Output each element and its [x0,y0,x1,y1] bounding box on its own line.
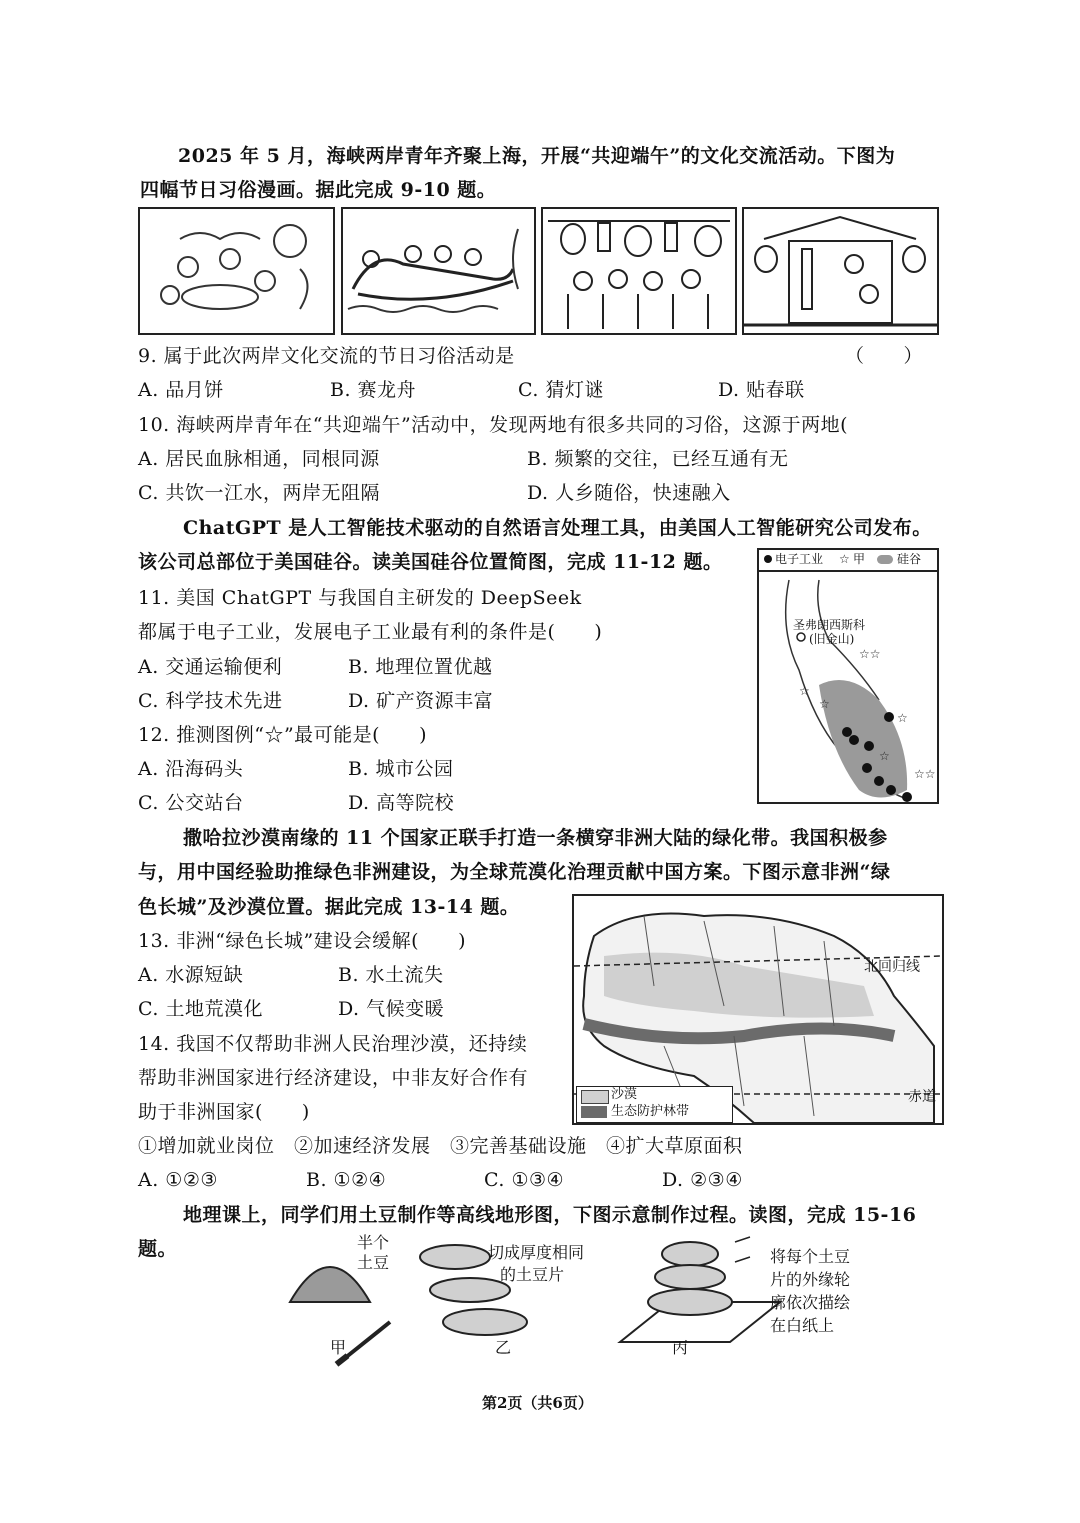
desert-swatch-icon [581,1090,609,1104]
q12-stem: 12. 推测图例“☆”最可能是( ) [138,724,428,746]
potato-step-bing-label: 丙 [672,1338,689,1357]
q11-stem-line2: 都属于电子工业，发展电子工业最有利的条件是( ) [138,621,603,643]
q9-option-d[interactable]: D. 贴春联 [718,379,805,401]
silicon-valley-map [757,548,939,804]
q9-answer-blank[interactable]: （ ） [845,345,924,367]
svg-text:☆: ☆ [897,711,908,725]
mooncake-scene-illustration [140,209,333,333]
potato-step-jia-label: 甲 [330,1338,347,1357]
svg-text:☆: ☆ [819,697,830,711]
svg-text:☆: ☆ [879,749,890,763]
comic-spring-couplets [742,207,939,335]
q13-stem: 13. 非洲“绿色长城”建设会缓解( ) [138,930,467,952]
intro-sahara-line2: 与，用中国经验助推绿色非洲建设，为全球荒漠化治理贡献中国方案。下图示意非洲“绿 [138,861,891,883]
intro-festival-line2: 四幅节日习俗漫画。据此完成 9-10 题。 [140,179,497,201]
legend-star-label: 甲 [853,552,866,566]
africa-map-legend [576,1086,733,1123]
potato-trace-label-4: 在白纸上 [770,1316,835,1335]
q9-option-a[interactable]: A. 品月饼 [138,379,224,401]
bay-area-outline [759,550,937,802]
legend-desert-label: 沙漠 [611,1087,638,1102]
q10-option-c[interactable]: C. 共饮一江水，两岸无阻隔 [138,482,380,504]
q14-choice-items: ①增加就业岗位 ②加速经济发展 ③完善基础设施 ④扩大草原面积 [138,1135,743,1157]
intro-chatgpt-line1: ChatGPT 是人工智能技术驱动的自然语言处理工具，由美国人工智能研究公司发布。 [183,517,932,539]
q12-option-a[interactable]: A. 沿海码头 [138,758,244,780]
q11-option-a[interactable]: A. 交通运输便利 [138,656,283,678]
city-name-san-francisco: 圣弗朗西斯科 [793,618,866,632]
lantern-riddle-illustration [543,209,735,333]
potato-trace-label-2: 片的外缘轮 [770,1270,851,1289]
intro-festival-line1: 2025 年 5 月，海峡两岸青年齐聚上海，开展“共迎端午”的文化交流活动。下图为 [178,145,896,167]
legend-electronics-label: 电子工业 [775,552,824,566]
q14-stem-line2: 帮助非洲国家进行经济建设，中非友好合作有 [138,1067,529,1089]
dragon-boat-illustration [343,209,534,333]
q10-option-a[interactable]: A. 居民血脉相通，同根同源 [138,448,380,470]
legend-forest-label: 生态防护林带 [611,1104,690,1119]
q14-stem-line3: 助于非洲国家( ) [138,1101,310,1123]
intro-chatgpt-line2: 该公司总部位于美国硅谷。读美国硅谷位置简图，完成 11-12 题。 [138,551,723,573]
svg-text:☆☆: ☆☆ [914,767,936,781]
star-icon: ☆ [839,552,850,566]
q10-option-d[interactable]: D. 人乡随俗，快速融入 [527,482,731,504]
potato-half-label-1: 半个 [357,1233,390,1252]
intro-potato-line2: 题。 [138,1238,178,1260]
q14-option-c[interactable]: C. ①③④ [484,1169,565,1191]
q14-option-b[interactable]: B. ①②④ [306,1169,387,1191]
forest-belt-swatch-icon [581,1106,607,1118]
q10-option-b[interactable]: B. 频繁的交往，已经互通有无 [527,448,789,470]
potato-half-label-2: 土豆 [357,1253,390,1272]
q14-stem-line1: 14. 我国不仅帮助非洲人民治理沙漠，还持续 [138,1033,528,1055]
svg-text:☆☆: ☆☆ [859,647,881,661]
q13-option-a[interactable]: A. 水源短缺 [138,964,244,986]
q11-option-b[interactable]: B. 地理位置优越 [348,656,493,678]
q14-option-a[interactable]: A. ①②③ [138,1169,218,1191]
q13-option-c[interactable]: C. 土地荒漠化 [138,998,263,1020]
intro-sahara-line3: 色长城”及沙漠位置。据此完成 13-14 题。 [138,896,520,918]
q9-stem: 9. 属于此次两岸文化交流的节日习俗活动是 [138,345,515,367]
q11-option-d[interactable]: D. 矿产资源丰富 [348,690,494,712]
africa-great-green-wall-map [572,894,944,1125]
potato-trace-label-1: 将每个土豆 [770,1247,851,1266]
comic-dragon-boat [341,207,536,335]
q10-stem: 10. 海峡两岸青年在“共迎端午”活动中，发现两地有很多共同的习俗，这源于两地( [138,414,849,436]
potato-trace-label-3: 廓依次描绘 [770,1293,851,1312]
comic-mooncake [138,207,335,335]
q11-option-c[interactable]: C. 科学技术先进 [138,690,283,712]
potato-slice-label-2: 的土豆片 [500,1265,565,1284]
q13-option-d[interactable]: D. 气候变暖 [338,998,445,1020]
q12-option-c[interactable]: C. 公交站台 [138,792,244,814]
q12-option-d[interactable]: D. 高等院校 [348,792,455,814]
q12-option-b[interactable]: B. 城市公园 [348,758,454,780]
comic-lantern-riddles [541,207,737,335]
legend-valley-label: 硅谷 [897,552,922,566]
potato-step-yi-label: 乙 [495,1338,512,1357]
svg-text:☆: ☆ [799,684,810,698]
q13-option-b[interactable]: B. 水土流失 [338,964,444,986]
intro-potato-line1: 地理课上，同学们用土豆制作等高线地形图，下图示意制作过程。读图，完成 15-16 [183,1204,917,1226]
equator-label: 赤道 [908,1089,936,1105]
q9-option-c[interactable]: C. 猜灯谜 [518,379,604,401]
q9-option-b[interactable]: B. 赛龙舟 [330,379,417,401]
q11-stem-line1: 11. 美国 ChatGPT 与我国自主研发的 DeepSeek [138,587,582,609]
potato-slice-label-1: 切成厚度相同 [488,1243,585,1262]
tropic-of-cancer-label: 北回归线 [864,959,920,975]
page-number-footer: 第2页（共6页） [482,1394,593,1412]
spring-couplets-illustration [744,209,937,333]
city-alias-old-gold-mountain: (旧金山) [809,632,855,646]
q14-option-d[interactable]: D. ②③④ [662,1169,743,1191]
intro-sahara-line1: 撒哈拉沙漠南缘的 11 个国家正联手打造一条横穿非洲大陆的绿化带。我国积极参 [183,827,888,849]
